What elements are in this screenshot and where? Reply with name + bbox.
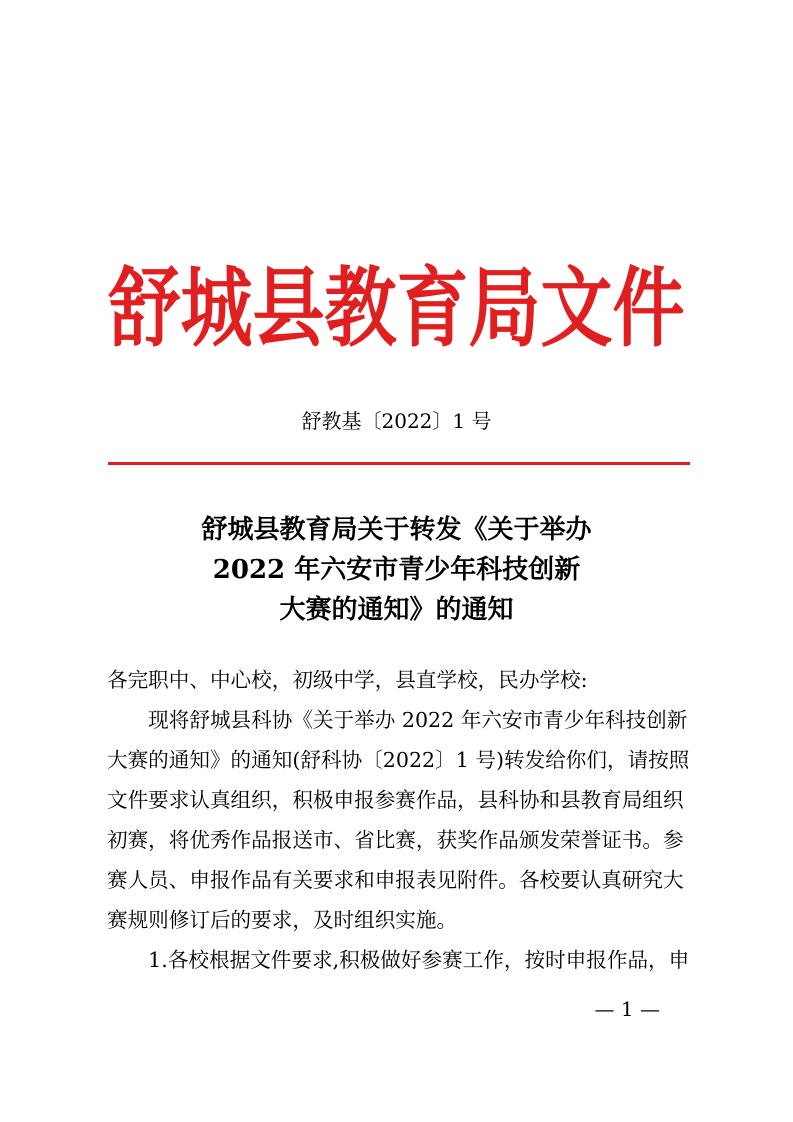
body-line: 赛人员、申报作品有关要求和申报表见附件。各校要认真研究大 bbox=[107, 868, 684, 892]
body-line: 现将舒城县科协《关于举办 2022 年六安市青少年科技创新 bbox=[107, 708, 688, 732]
body-line: 赛规则修订后的要求，及时组织实施。 bbox=[107, 908, 458, 932]
body-line: 文件要求认真组织，积极申报参赛作品，县科协和县教育局组织 bbox=[107, 788, 684, 812]
page-number: — 1 — bbox=[594, 997, 660, 1021]
red-divider-rule bbox=[108, 462, 690, 465]
issuer-header-title: 舒城县教育局文件 bbox=[108, 256, 685, 359]
document-title-line: 2022 年六安市青少年科技创新 bbox=[212, 555, 581, 585]
document-number: 舒教基〔2022〕1 号 bbox=[301, 409, 492, 433]
document-body bbox=[107, 660, 689, 980]
document-title-line: 大赛的通知》的通知 bbox=[279, 595, 514, 625]
body-line: 1.各校根据文件要求,积极做好参赛工作，按时申报作品，申 bbox=[107, 948, 690, 972]
body-line-salutation: 各完职中、中心校，初级中学，县直学校，民办学校: bbox=[107, 668, 588, 692]
document-title-line: 舒城县教育局关于转发《关于举办 bbox=[201, 515, 592, 545]
body-line: 初赛，将优秀作品报送市、省比赛，获奖作品颁发荣誉证书。参 bbox=[107, 828, 684, 852]
document-title bbox=[0, 510, 793, 630]
body-line: 大赛的通知》的通知(舒科协〔2022〕1 号)转发给你们，请按照 bbox=[107, 748, 690, 772]
